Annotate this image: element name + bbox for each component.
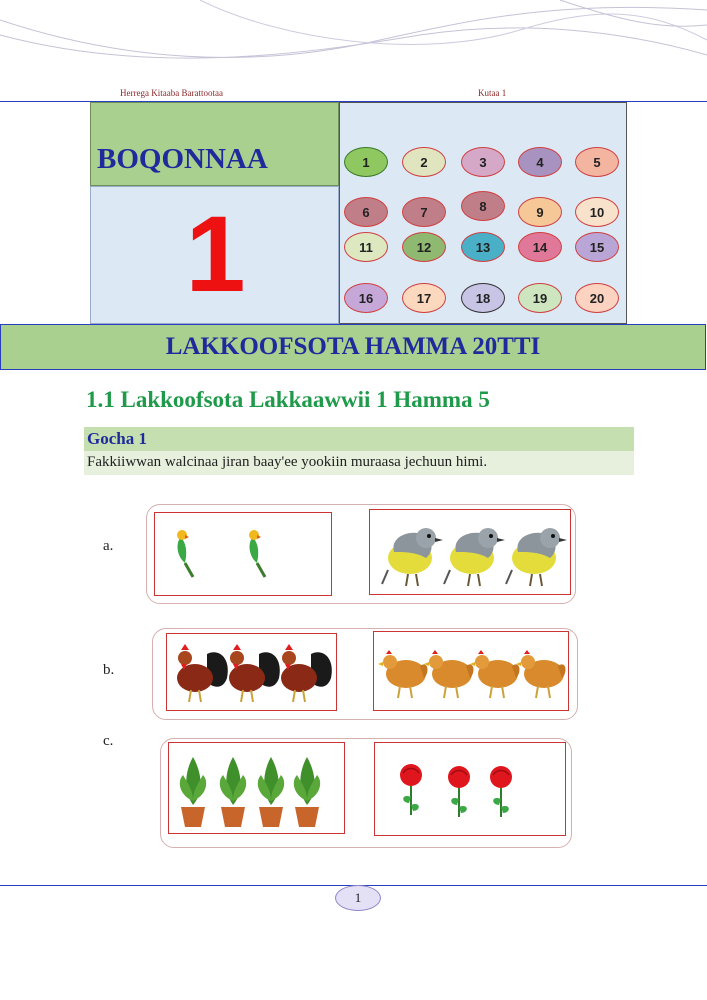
- rooster-group: [167, 634, 336, 710]
- rooster-picture: [229, 644, 280, 702]
- number-bubble-6: 6: [344, 197, 388, 227]
- item-letter-a: a.: [103, 538, 114, 554]
- number-bubble-13: 13: [461, 232, 505, 262]
- rose-picture: [448, 766, 470, 817]
- unit-number: 1: [185, 193, 246, 314]
- number-bubble-14: 14: [518, 232, 562, 262]
- number-bubble-8: 8: [461, 191, 505, 221]
- item-b-right-frame: [373, 631, 569, 711]
- unit-number-cell: [90, 186, 339, 324]
- grey-bird-picture: [382, 528, 443, 586]
- number-bubble-18: 18: [461, 283, 505, 313]
- item-b-left-frame: [166, 633, 337, 711]
- number-bubble-19: 19: [518, 283, 562, 313]
- activity-instruction: Fakkiiwwan walcinaa jiran baay'ee yookiin muraasa jechuun himi.: [87, 454, 488, 470]
- parrot-picture: [177, 530, 193, 577]
- unit-title-band: [0, 324, 706, 370]
- grey-bird-picture: [444, 528, 505, 586]
- potted-plant-picture: [294, 757, 320, 827]
- grey-bird-group: [370, 510, 570, 594]
- parrot-picture: [249, 530, 265, 577]
- grey-bird-picture: [506, 528, 567, 586]
- rose-picture: [400, 764, 422, 815]
- unit-title: LAKKOOFSOTA HAMMA 20TTI: [165, 333, 541, 360]
- potted-plant-group: [169, 743, 344, 833]
- header-grade: Kutaa 1: [478, 88, 507, 98]
- hen-group: [374, 632, 568, 710]
- section-heading: 1.1 Lakkoofsota Lakkaawwii 1 Hamma 5: [86, 387, 490, 412]
- rooster-picture: [177, 644, 228, 702]
- number-bubble-7: 7: [402, 197, 446, 227]
- rooster-picture: [281, 644, 332, 702]
- number-bubble-5: 5: [575, 147, 619, 177]
- item-c-right-frame: [374, 742, 566, 836]
- rose-group: [375, 743, 565, 835]
- activity-instruction-bar: [84, 451, 634, 475]
- numbers-grid: [339, 102, 627, 324]
- item-a-left-frame: [154, 512, 332, 596]
- number-bubble-4: 4: [518, 147, 562, 177]
- header-swoosh-decoration: [0, 0, 707, 80]
- number-bubble-10: 10: [575, 197, 619, 227]
- number-bubble-16: 16: [344, 283, 388, 313]
- hen-picture: [424, 650, 473, 698]
- unit-label: BOQONNAA: [97, 143, 268, 175]
- header-book-title: Herrega Kitaaba Barattootaa: [120, 88, 223, 98]
- number-bubble-9: 9: [518, 197, 562, 227]
- hen-picture: [516, 650, 565, 698]
- number-bubble-12: 12: [402, 232, 446, 262]
- activity-title: Gocha 1: [87, 429, 147, 448]
- item-a-right-frame: [369, 509, 571, 595]
- number-bubble-3: 3: [461, 147, 505, 177]
- potted-plant-picture: [258, 757, 284, 827]
- item-c-left-frame: [168, 742, 345, 834]
- number-bubble-11: 11: [344, 232, 388, 262]
- page-number: 1: [335, 885, 381, 911]
- number-bubble-1: 1: [344, 147, 388, 177]
- number-bubble-20: 20: [575, 283, 619, 313]
- rose-picture: [490, 766, 512, 817]
- number-bubble-15: 15: [575, 232, 619, 262]
- potted-plant-picture: [220, 757, 246, 827]
- hen-picture: [378, 650, 427, 698]
- unit-label-cell: [90, 102, 339, 186]
- item-letter-b: b.: [103, 662, 115, 678]
- number-bubble-17: 17: [402, 283, 446, 313]
- parrot-group: [155, 513, 331, 595]
- hen-picture: [470, 650, 519, 698]
- activity-title-bar: [84, 427, 634, 451]
- number-bubble-2: 2: [402, 147, 446, 177]
- potted-plant-picture: [180, 757, 206, 827]
- item-letter-c: c.: [103, 733, 114, 749]
